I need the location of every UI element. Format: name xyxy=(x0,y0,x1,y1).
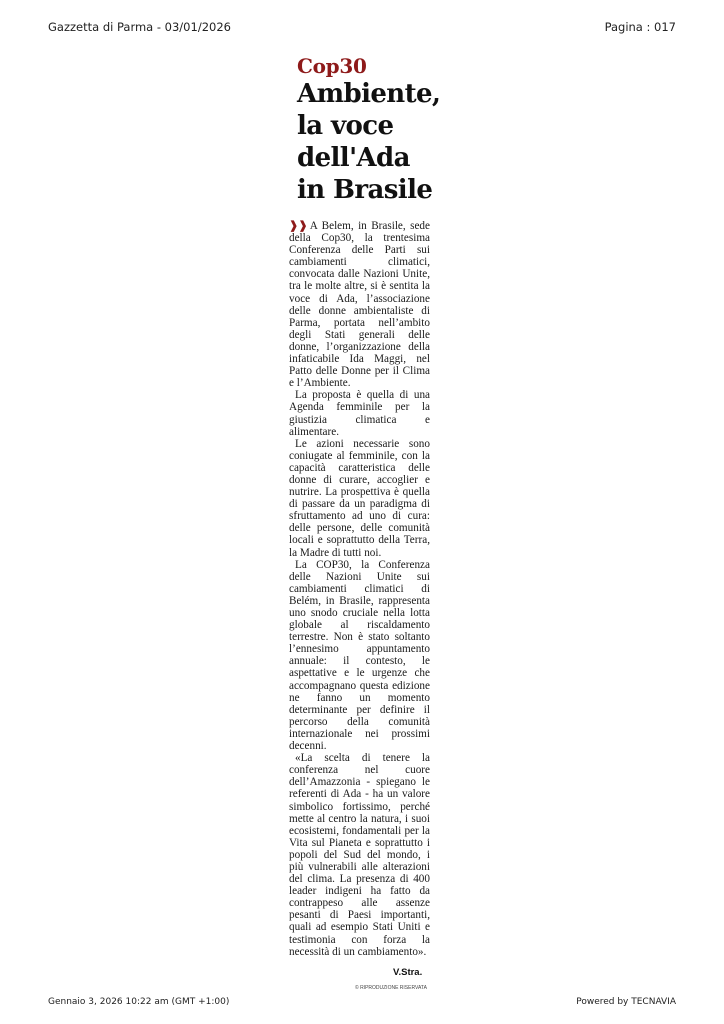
print-timestamp: Gennaio 3, 2026 10:22 am (GMT +1:00) xyxy=(48,997,230,1007)
newspaper-source: Gazzetta di Parma - 03/01/2026 xyxy=(48,20,231,34)
page-number: Pagina : 017 xyxy=(604,20,676,34)
article-paragraph: La proposta è quella di una Agenda femminile per la giustizia climatica e alimentare. xyxy=(289,389,430,438)
copyright-notice: © RIPRODUZIONE RISERVATA xyxy=(355,985,427,991)
article-paragraph: La COP30, la Conferenza delle Nazioni Unite sui cambiamenti climatici di Belém, in Brasile, rappresenta uno snodo cruciale nella lotta globale al riscaldamento terrestre. Non è stato soltanto l’ennesimo appuntamento annuale: il contesto, le aspettative e le urgenze che accompagnano questa edizione ne fanno un momento determinante per definire il percorso della comunità internazionale nei prossimi decenni. xyxy=(289,558,430,753)
headline-line: la voce xyxy=(297,111,394,141)
article-byline: V.Stra. xyxy=(393,967,423,978)
lead-arrows-icon: ❱❱ xyxy=(289,220,308,232)
powered-by: Powered by TECNAVIA xyxy=(576,997,676,1007)
article-paragraph: «La scelta di tenere la conferenza nel cuore dell’Amazzonia - spiegano le referenti di Ada - ha un valore simbolico fortissimo, perché mette al centro la natura, i suoi ecosistemi, fondamentali per la Vita sul Pianeta e soprattutto i popoli del Sud del mondo, i più vulnerabili alle alterazioni del clima. La presenza di 400 leader indigeni ha fatto da contrappeso alle assenze pesanti di Paesi importanti, quali ad esempio Stati Uniti e testimonia con forza la necessità di un cambiamento». xyxy=(289,752,430,958)
article-headline xyxy=(297,78,477,206)
headline-line: in Brasile xyxy=(297,175,433,205)
article-paragraph xyxy=(289,220,430,389)
article-kicker: Cop30 xyxy=(297,54,367,78)
headline-line: Ambiente, xyxy=(297,79,441,109)
paragraph-text: A Belem, in Brasile, sede della Cop30, la trentesima Conferenza delle Parti sui cambiamenti climatici, convocata dalle Nazioni Unite, tra le molte altre, si è sentita la voce di Ada, l’associazione delle donne ambientaliste di Parma, portata nell’ambito degli Stati generali delle donne, l’organizzazione della infaticabile Ida Maggi, nel Patto delle Donne per il Clima e l’Ambiente. xyxy=(289,220,430,390)
headline-line: dell'Ada xyxy=(297,143,410,173)
article-paragraph: Le azioni necessarie sono coniugate al femminile, con la capacità caratteristica delle donne di curare, accoglier e nutrire. La prospettiva è quella di passare da un paradigma di sfruttamento ad uno di cura: delle persone, delle comunità locali e soprattutto della Terra, la Madre di tutti noi. xyxy=(289,437,430,559)
article-body xyxy=(289,220,430,958)
